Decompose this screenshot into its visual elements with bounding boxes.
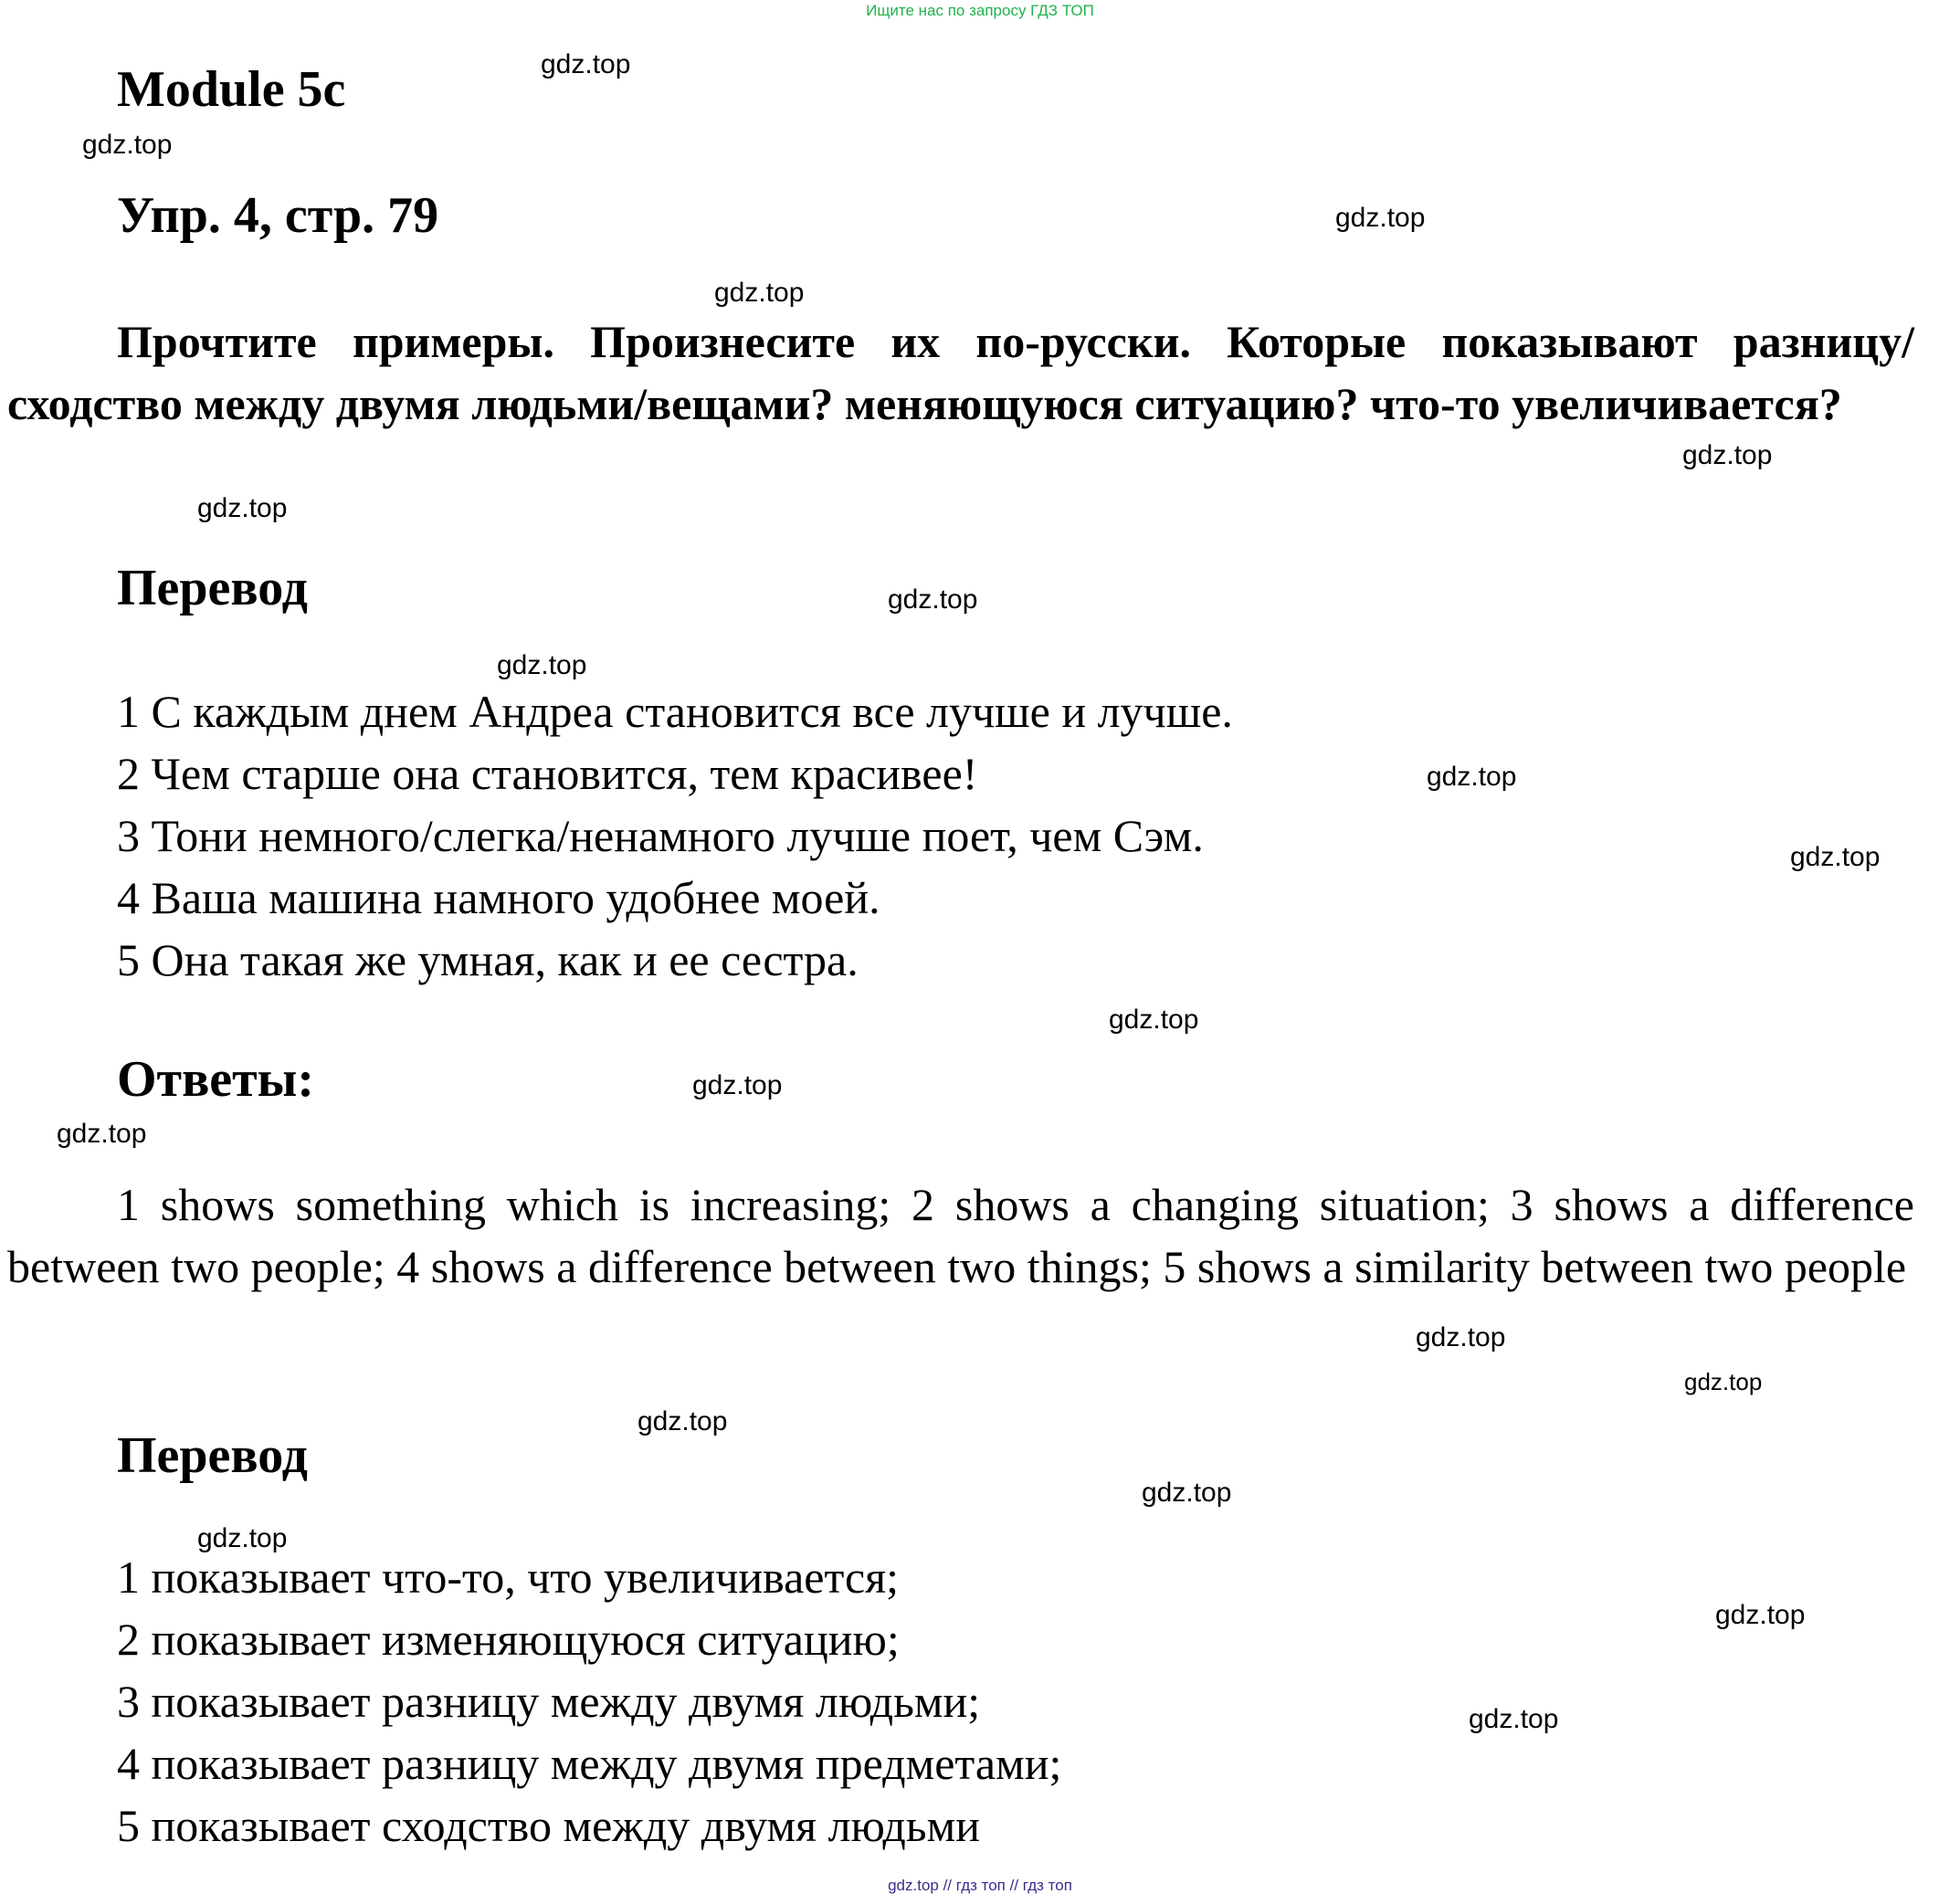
translation-heading-2: Перевод: [117, 1427, 308, 1484]
watermark: gdz.top: [1335, 203, 1426, 233]
watermark: gdz.top: [82, 130, 173, 160]
translation-2-line-1: 1 показывает что-то, что увеличивается;: [117, 1552, 900, 1603]
translation-2-line-5: 5 показывает сходство между двумя людьми: [117, 1800, 980, 1851]
translation-2-line-4: 4 показывает разницу между двумя предметами;: [117, 1738, 1062, 1789]
watermark: gdz.top: [1684, 1368, 1763, 1395]
watermark: gdz.top: [1142, 1478, 1232, 1508]
watermark: gdz.top: [197, 493, 288, 523]
watermark: gdz.top: [541, 49, 631, 79]
translation-2-line-3: 3 показывает разницу между двумя людьми;: [117, 1676, 981, 1727]
task-instructions: Прочтите примеры. Произнесите их по-русски. Которые показывают разницу/сходство между двумя людьми/вещами? меняющуюся ситуацию? что-то увеличивается?: [7, 316, 1914, 429]
watermark: gdz.top: [1427, 762, 1517, 792]
translation-2-line-2: 2 показывает изменяющуюся ситуацию;: [117, 1614, 900, 1665]
watermark: gdz.top: [1109, 1005, 1199, 1035]
watermark: gdz.top: [692, 1070, 783, 1100]
translation-1-line-3: 3 Тони немного/слегка/ненамного лучше поет, чем Сэм.: [117, 810, 1204, 861]
watermark: gdz.top: [57, 1119, 147, 1149]
watermark: gdz.top: [1715, 1600, 1806, 1630]
translation-list-1: [117, 685, 1233, 995]
translation-list-2: [117, 1551, 1061, 1861]
answers-text: 1 shows something which is increasing; 2 shows a changing situation; 3 shows a difference between two people; 4 shows a difference between two things; 5 shows a similarity between two people: [7, 1179, 1914, 1292]
watermark: gdz.top: [497, 650, 587, 680]
translation-heading-1: Перевод: [117, 560, 308, 616]
answers-heading: Ответы:: [117, 1051, 315, 1108]
watermark: gdz.top: [1416, 1322, 1506, 1352]
exercise-title: Упр. 4, стр. 79: [117, 187, 439, 244]
watermark: gdz.top: [888, 584, 978, 615]
watermark: gdz.top: [1790, 842, 1881, 872]
watermark: gdz.top: [714, 278, 805, 308]
translation-1-line-4: 4 Ваша машина намного удобнее моей.: [117, 872, 880, 923]
watermark: gdz.top: [197, 1523, 288, 1553]
watermark: gdz.top: [1469, 1704, 1559, 1734]
header-search-note: Ищите нас по запросу ГДЗ ТОП: [866, 2, 1094, 19]
watermark: gdz.top: [638, 1406, 728, 1436]
watermark: gdz.top: [1682, 440, 1773, 470]
translation-1-line-2: 2 Чем старше она становится, тем красивее!: [117, 748, 978, 799]
footer-note: gdz.top // гдз топ // гдз топ: [888, 1877, 1072, 1894]
translation-1-line-5: 5 Она такая же умная, как и ее сестра.: [117, 934, 859, 985]
module-title: Module 5c: [117, 61, 346, 118]
translation-1-line-1: 1 С каждым днем Андреа становится все лучше и лучше.: [117, 686, 1233, 737]
